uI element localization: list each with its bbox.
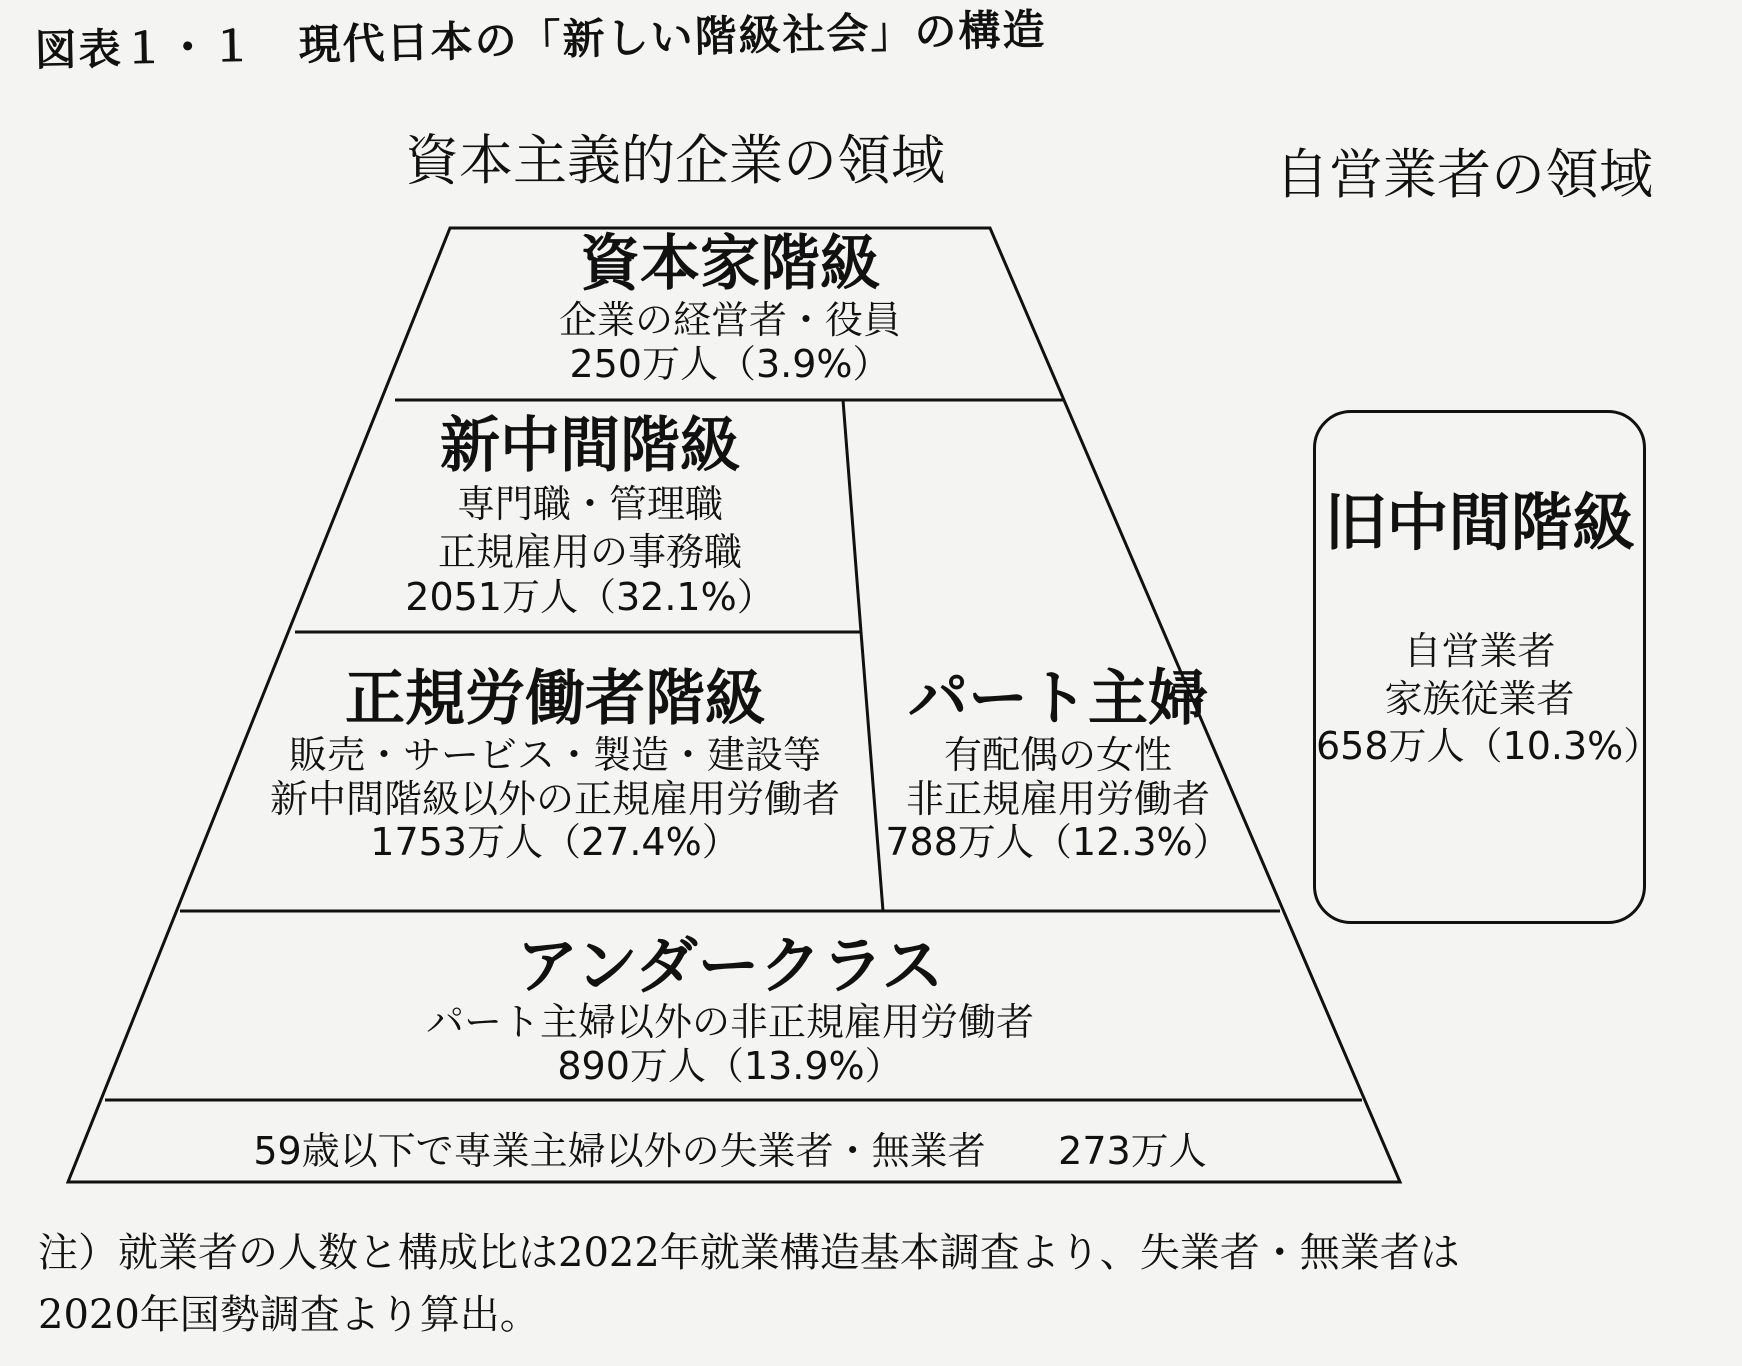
regular-worker-class-name: 正規労働者階級	[345, 664, 765, 734]
old-middle-class-box	[1313, 410, 1662, 924]
underclass-desc: パート主婦以外の非正規雇用労働者	[425, 1000, 1034, 1045]
old-middle-class-desc-1: 自営業者	[1403, 629, 1556, 673]
capitalist-class-name: 資本家階級	[580, 229, 880, 299]
new-middle-class-desc-1: 専門職・管理職	[456, 482, 723, 526]
part-housewife-block	[878, 665, 1238, 865]
new-middle-class-value: 2051万人（32.1%）	[405, 575, 775, 619]
underclass-name: アンダークラス	[516, 929, 944, 1002]
new-middle-class-desc-2: 正規雇用の事務職	[437, 529, 742, 574]
capitalist-class-value: 250万人（3.9%）	[569, 341, 891, 386]
unemployed-desc: 59歳以下で専業主婦以外の失業者・無業者	[253, 1129, 986, 1173]
part-housewife-value: 788万人（12.3%）	[885, 820, 1231, 865]
footnote-line-1: 注）就業者の人数と構成比は2022年就業構造基本調査より、失業者・無業者は	[38, 1230, 1460, 1276]
regular-worker-class-block	[215, 665, 895, 865]
unemployed-value: 273万人	[1058, 1129, 1207, 1173]
selfemployed-region-label: 自営業者の領域	[1275, 143, 1653, 206]
underclass-value: 890万人（13.9%）	[557, 1043, 903, 1088]
underclass-block	[350, 930, 1110, 1089]
unemployed-row	[70, 1120, 1390, 1175]
capitalist-class-desc: 企業の経営者・役員	[558, 298, 901, 342]
old-middle-class-desc-2: 家族従業者	[1384, 676, 1575, 721]
new-middle-class-name: 新中間階級	[440, 411, 740, 481]
part-housewife-desc-1: 有配偶の女性	[943, 733, 1172, 777]
capitalist-class-block	[460, 230, 1000, 386]
regular-worker-class-desc-1: 販売・サービス・製造・建設等	[288, 733, 821, 777]
capitalist-region-label: 資本主義的企業の領域	[405, 129, 945, 192]
part-housewife-name: パート主婦	[908, 664, 1208, 734]
part-housewife-desc-2: 非正規雇用労働者	[905, 776, 1210, 821]
old-middle-class-name: 旧中間階級	[1324, 486, 1635, 559]
old-middle-class-details	[1316, 628, 1662, 771]
regular-worker-class-value: 1753万人（27.4%）	[370, 820, 740, 865]
regular-worker-class-desc-2: 新中間階級以外の正規雇用労働者	[269, 776, 840, 821]
old-middle-class-value: 658万人（10.3%）	[1316, 724, 1662, 768]
footnote-line-2: 2020年国勢調査より算出。	[38, 1292, 540, 1338]
figure-title: 図表１・１ 現代日本の「新しい階級社会」の構造	[34, 4, 1047, 75]
footnote	[38, 1222, 1718, 1346]
new-middle-class-block	[320, 412, 860, 620]
